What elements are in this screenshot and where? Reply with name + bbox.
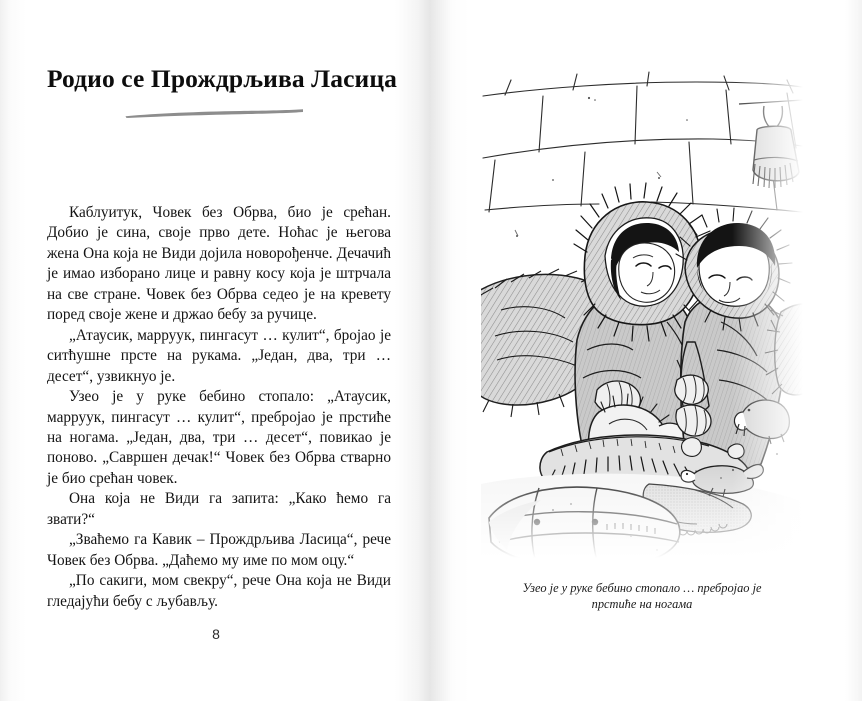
page-number-value: 8 <box>212 626 220 642</box>
paragraph: Каблуитук, Човек без Обрва, био је срећан. Добио је сина, своје прво дете. Ноћас је његова жена Она која не Види дојила новорођенче. Дечачић је имао изборано лице и равну косу која је штрчала на све стране. Човек без Обрва седео је на кревету поред своје жене и држао бебу за ручице. <box>47 204 391 324</box>
left-page <box>0 0 430 701</box>
chapter-body-text <box>47 203 391 612</box>
inuit-family-illustration <box>481 60 803 558</box>
title-brush-rule <box>124 106 304 118</box>
paragraph: „По сакиги, мом свекру“, рече Она која не Види гледајући бебу с љубављу. <box>47 572 391 610</box>
paragraph: „Зваћемо га Кавик – Прождрљива Ласица“, рече Човек без Обрва. „Даћемо му име по мом оцу.“ <box>47 531 391 569</box>
caption-line-2: прстиће на ногама <box>591 597 693 612</box>
right-page <box>432 0 862 701</box>
page-number <box>0 626 430 642</box>
illustration-caption <box>472 580 812 613</box>
page-title: Родио се Прождрљива Ласица <box>47 64 397 93</box>
caption-line-1: Узео је у руке бебино стопало … пребројао је <box>522 581 762 595</box>
paragraph: Она која не Види га запита: „Како ћемо га звати?“ <box>47 490 391 528</box>
paragraph: „Атаусик, марруук, пингасут … кулит“, бројао је ситћушне прсте на рукама. „Један, два, три … десет“, узвикнуо је. <box>47 326 391 385</box>
paragraph: Узео је у руке бебино стопало: „Атаусик, марруук, пингасут … кулит“, пребројао је прстиће на ногама. „Један, два, три … десет“, повикао је поново. „Савршен дечак!“ Човек без Обрва стварно је био срећан човек. <box>47 388 391 487</box>
